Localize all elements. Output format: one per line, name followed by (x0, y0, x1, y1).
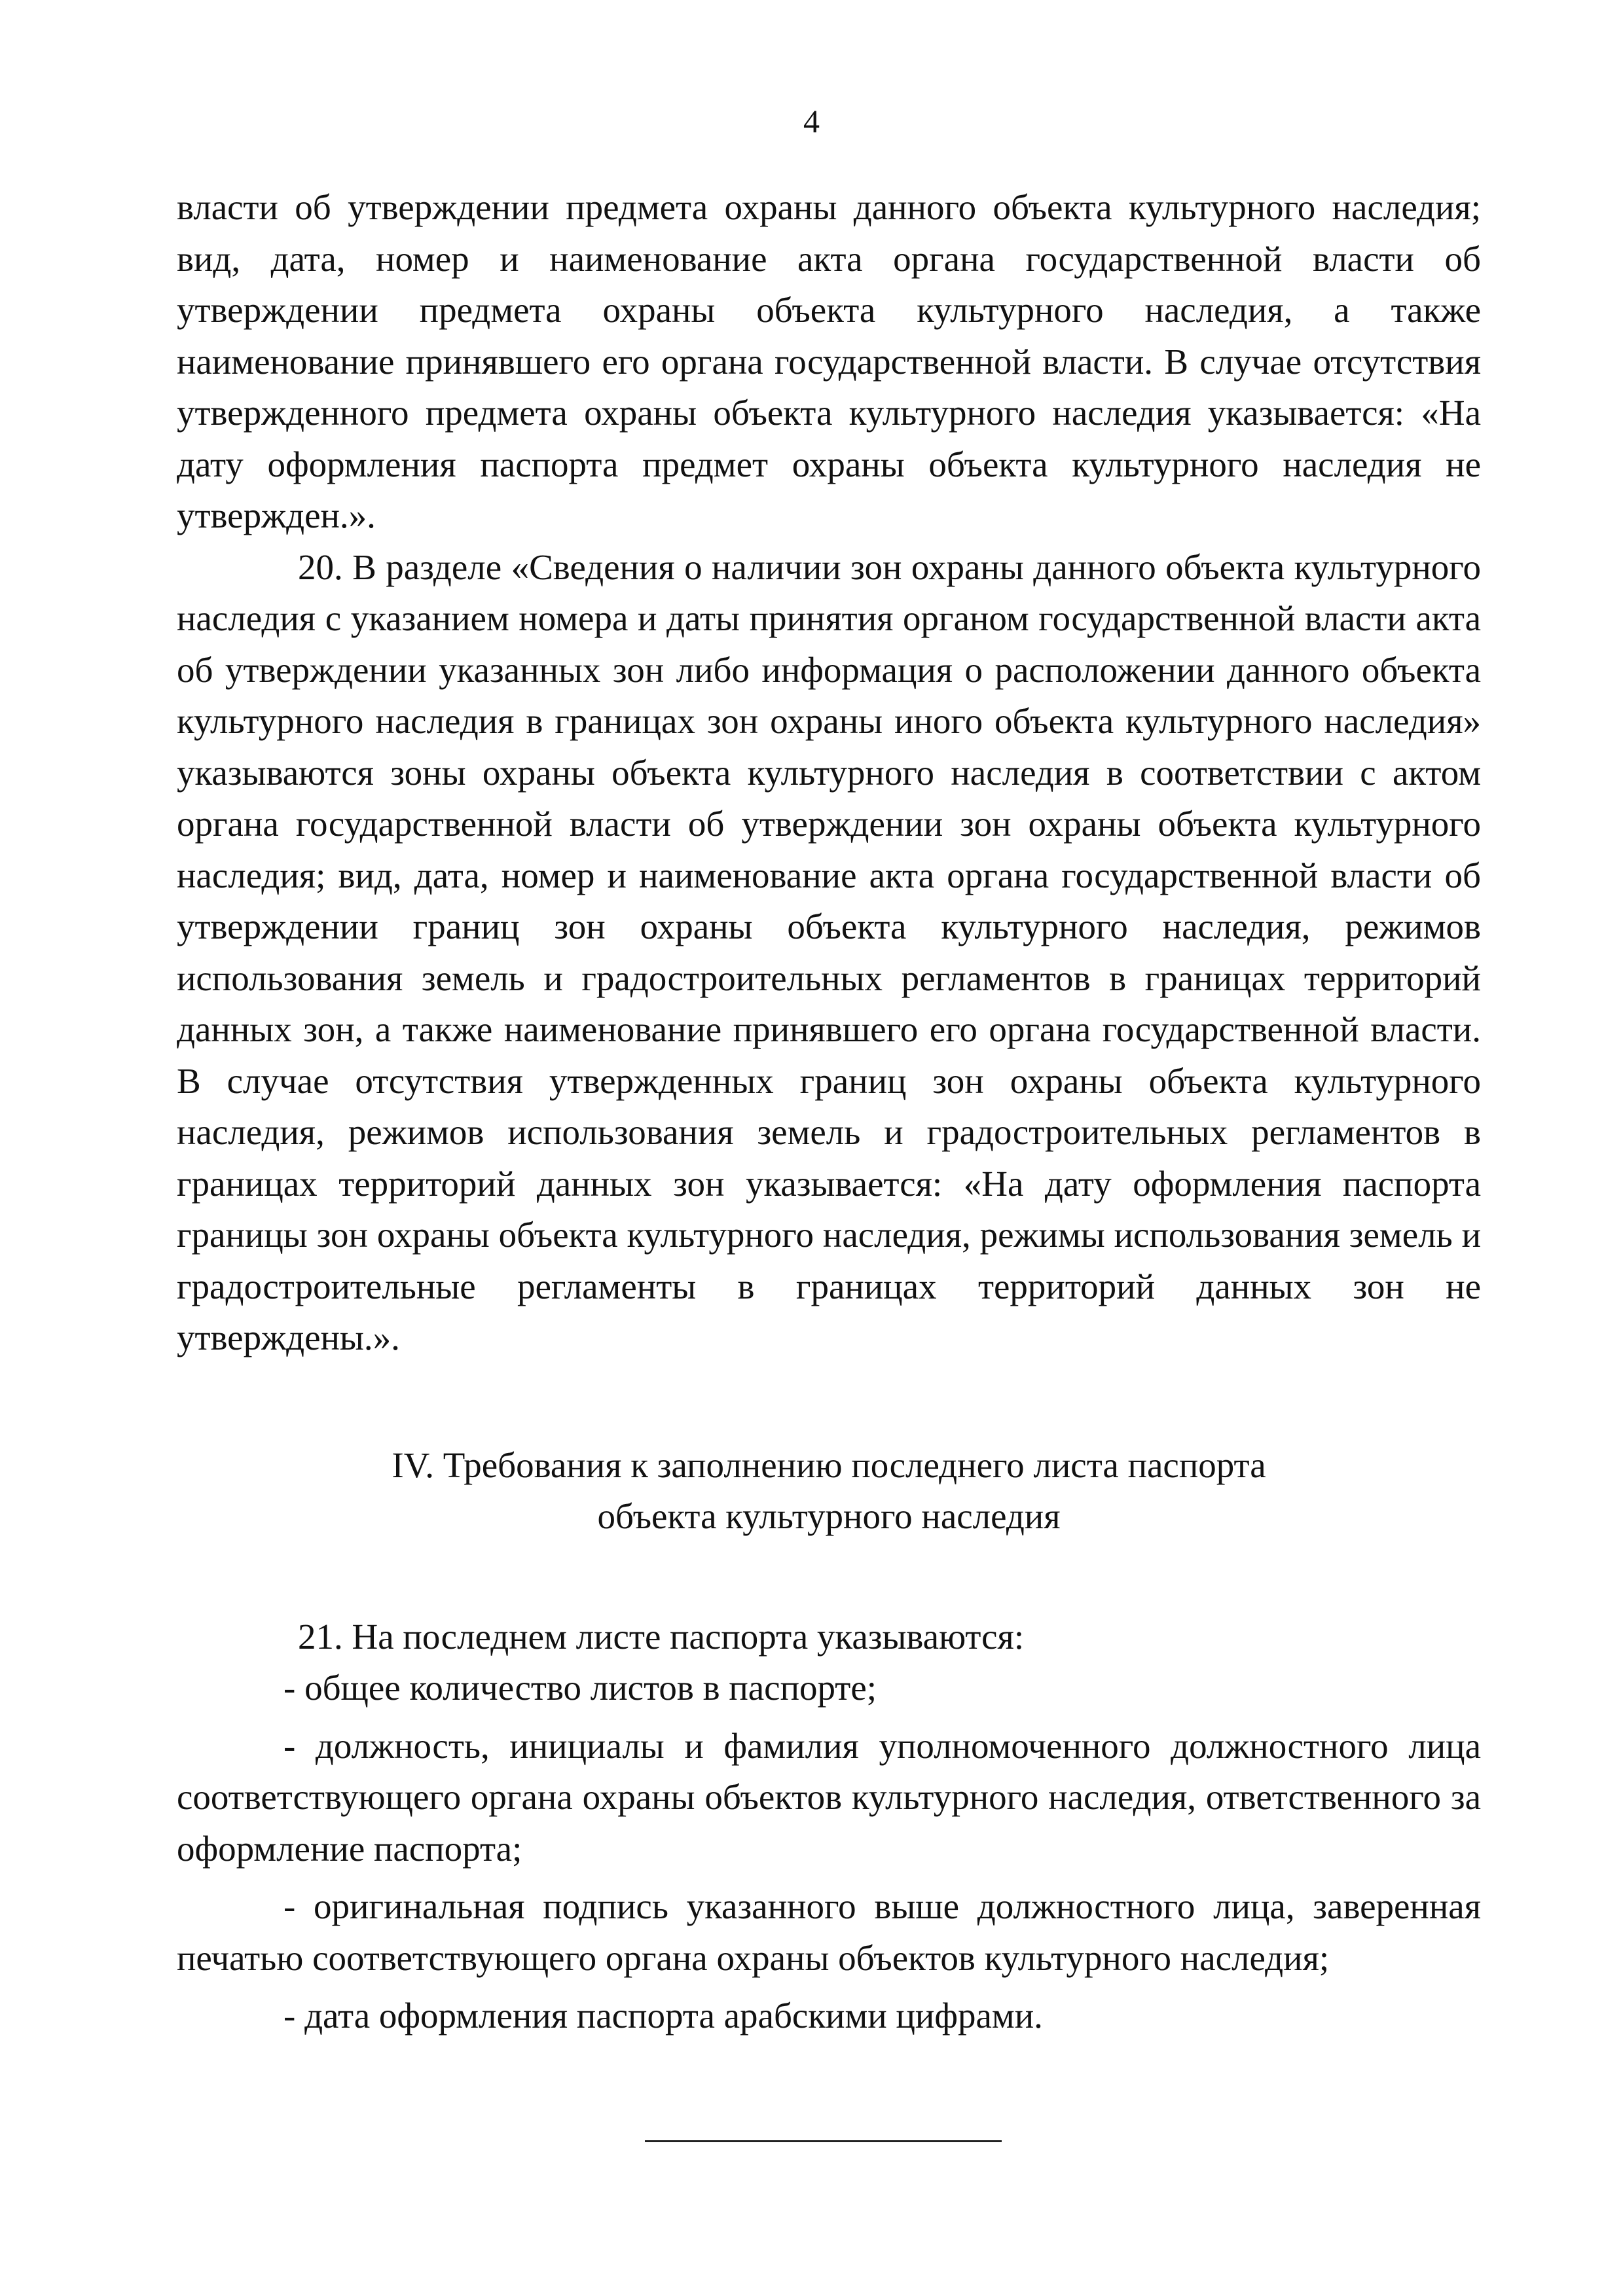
list-item-official-position: - должность, инициалы и фамилия уполномоченного должностного лица соответствующего органа охраны объектов культурного наследия, ответственного за оформление паспорта; (177, 1725, 1481, 1869)
section-heading-line-2: объекта культурного наследия (597, 1496, 1061, 1536)
page-number: 4 (803, 103, 820, 139)
paragraph-19-continuation: власти об утверждении предмета охраны данного объекта культурного наследия; вид, дата, номер и наименование акта органа государственной власти об утверждении предмета охраны объекта культурного наследия, а также наименование принявшего его органа государственной власти. В случае отсутствия утвержденного предмета охраны объекта культурного наследия указывается: «На дату оформления паспорта предмет охраны объекта культурного наследия не утвержден.». (177, 187, 1481, 535)
end-of-document-rule (645, 2140, 1002, 2142)
paragraph-21-intro: 21. На последнем листе паспорта указываются: (298, 1616, 1025, 1657)
document-body (177, 182, 1481, 2042)
section-heading (177, 1440, 1481, 1542)
section-heading-line-1: IV. Требования к заполнению последнего листа паспорта (392, 1444, 1266, 1485)
list-item-original-signature: - оригинальная подпись указанного выше должностного лица, заверенная печатью соответствующего органа охраны объектов культурного наследия; (177, 1886, 1481, 1978)
list-item-sheet-count: - общее количество листов в паспорте; (283, 1668, 877, 1708)
paragraph-20: 20. В разделе «Сведения о наличии зон охраны данного объекта культурного наследия с указанием номера и даты принятия органом государственной власти акта об утверждении указанных зон либо информация о расположении данного объекта культурного наследия в границах зон охраны иного объекта культурного наследия» указываются зоны охраны объекта культурного наследия в соответствии с актом органа государственной власти об утверждении зон охраны объекта культурного наследия; вид, дата, номер и наименование акта органа государственной власти об утверждении границ зон охраны объекта культурного наследия, режимов использования земель и градостроительных регламентов в границах территорий данных зон, а также наименование принявшего его органа государственной власти. В случае отсутствия утвержденных границ зон охраны объекта культурного наследия, режимов использования земель и градостроительных регламентов в границах территорий данных зон указывается: «На дату оформления паспорта границы зон охраны объекта культурного наследия, режимы использования земель и градостроительные регламенты в границах территорий данных зон не утверждены.». (177, 547, 1481, 1357)
list-item-issue-date: - дата оформления паспорта арабскими цифрами. (283, 1996, 1043, 2036)
